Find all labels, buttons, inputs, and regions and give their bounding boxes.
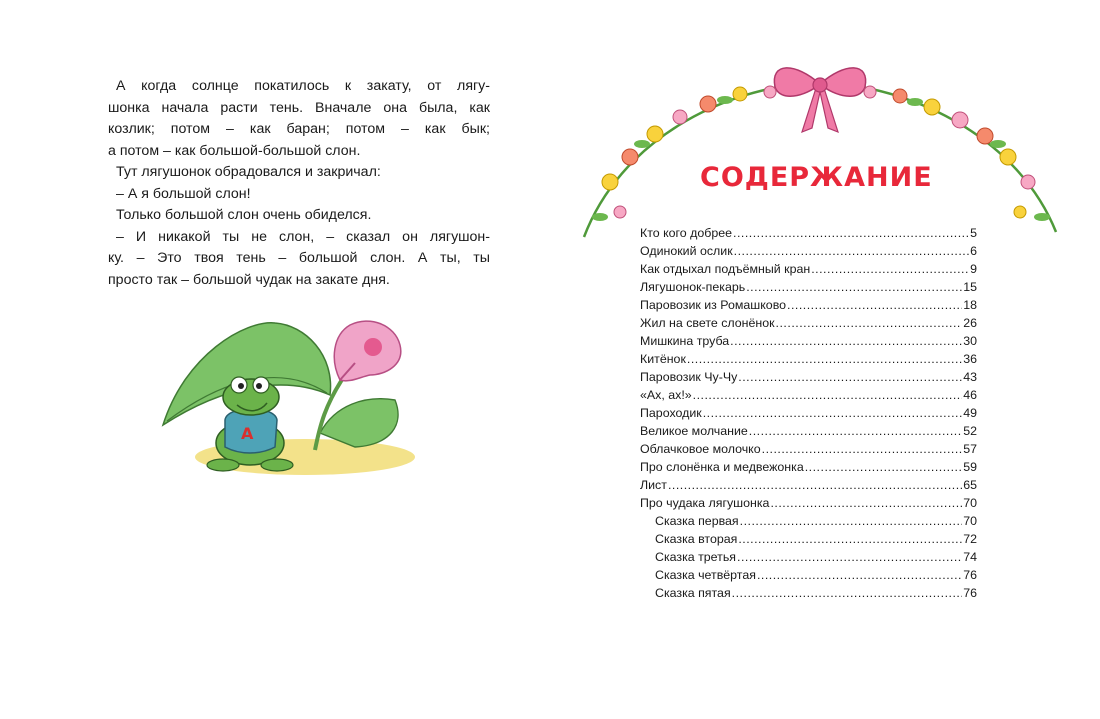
toc-page: 26 <box>963 316 977 330</box>
story-line: А когда солнце покатилось к закату, от лягу- <box>116 78 490 94</box>
toc-row[interactable] <box>640 512 977 530</box>
toc-page: 65 <box>963 478 977 492</box>
toc-row[interactable] <box>640 314 977 332</box>
sweater-letter: А <box>241 424 254 443</box>
story-line: просто так – большой чудак на закате дня. <box>108 271 390 288</box>
toc-row[interactable] <box>640 224 977 242</box>
toc-title-text: Великое молчание <box>640 424 748 438</box>
toc-title-text: Сказка пятая <box>655 586 731 600</box>
toc-row[interactable] <box>640 350 977 368</box>
toc-title-text: Паровозик из Ромашково <box>640 298 787 312</box>
toc-title-text: Сказка первая <box>655 514 739 528</box>
toc-page: 59 <box>963 460 977 474</box>
story-line: – И никакой ты не слон, – сказал он лягушон- <box>116 228 490 245</box>
toc-row[interactable] <box>640 440 977 458</box>
toc-row[interactable] <box>640 584 977 602</box>
garland-vine <box>584 82 1056 237</box>
toc-row[interactable] <box>640 422 977 440</box>
toc-page: 76 <box>963 586 977 600</box>
right-page <box>550 0 1100 719</box>
toc-title-text: Про слонёнка и медвежонка <box>640 460 804 474</box>
toc-title-text: Как отдыхал подъёмный кран <box>640 262 811 276</box>
toc-page: 74 <box>963 550 977 564</box>
toc-row[interactable] <box>640 530 977 548</box>
toc-title-text: Кто кого добрее <box>640 226 733 240</box>
toc-page: 52 <box>963 424 977 438</box>
toc-title: СОДЕРЖАНИЕ <box>700 162 933 193</box>
toc-page: 43 <box>963 370 977 384</box>
toc-page: 6 <box>970 244 977 258</box>
toc-title-text: Одинокий ослик <box>640 244 733 258</box>
ribbon-bow-icon <box>774 68 865 132</box>
toc-title-text: Жил на свете слонёнок <box>640 316 775 330</box>
toc-title-text: Пароходик <box>640 406 702 420</box>
toc-page: 49 <box>963 406 977 420</box>
toc-title-text: Про чудака лягушонка <box>640 496 770 510</box>
toc-title-text: Облачковое молочко <box>640 442 761 456</box>
table-of-contents <box>640 224 977 602</box>
toc-row[interactable] <box>640 278 977 296</box>
toc-page: 72 <box>963 532 977 546</box>
story-line: Тут лягушонок обрадовался и закричал: <box>116 164 381 180</box>
toc-title-text: Китёнок <box>640 352 686 366</box>
toc-title-text: «Ах, ах!» <box>640 388 692 402</box>
toc-page: 9 <box>970 262 977 276</box>
flower-icon <box>334 321 400 381</box>
toc-page: 15 <box>963 280 977 294</box>
frog-illustration <box>155 315 415 480</box>
story-line: ку. – Это твоя тень – большой слон. А ты, ты <box>108 250 490 266</box>
toc-row[interactable] <box>640 332 977 350</box>
toc-row[interactable] <box>640 494 977 512</box>
toc-page: 18 <box>963 298 977 312</box>
toc-row[interactable] <box>640 386 977 404</box>
toc-title-text: Сказка вторая <box>655 532 738 546</box>
toc-page: 57 <box>963 442 977 456</box>
toc-page: 70 <box>963 514 977 528</box>
toc-page: 70 <box>963 496 977 510</box>
story-line: козлик; потом – как баран; потом – как бык; <box>108 121 490 137</box>
toc-title-text: Лягушонок-пекарь <box>640 280 746 294</box>
toc-row[interactable] <box>640 458 977 476</box>
story-line: Только большой слон очень обиделся. <box>116 207 372 223</box>
toc-page: 36 <box>963 352 977 366</box>
garland-flowers-icon <box>592 86 1050 221</box>
flower-garland <box>580 52 1060 252</box>
story-line: – А я большой слон! <box>116 185 251 202</box>
toc-row[interactable] <box>640 548 977 566</box>
toc-page: 30 <box>963 334 977 348</box>
story-text <box>108 76 490 291</box>
toc-title-text: Сказка третья <box>655 550 736 564</box>
toc-page: 46 <box>963 388 977 402</box>
toc-row[interactable] <box>640 566 977 584</box>
toc-title-text: Сказка четвёртая <box>655 568 756 582</box>
toc-title-text: Мишкина труба <box>640 334 730 348</box>
toc-row[interactable] <box>640 368 977 386</box>
toc-page: 76 <box>963 568 977 582</box>
toc-row[interactable] <box>640 242 977 260</box>
toc-title-text: Паровозик Чу-Чу <box>640 370 738 384</box>
toc-row[interactable] <box>640 404 977 422</box>
toc-row[interactable] <box>640 296 977 314</box>
story-line: а потом – как большой-большой слон. <box>108 142 361 159</box>
toc-row[interactable] <box>640 476 977 494</box>
toc-title-text: Лист <box>640 478 667 492</box>
toc-page: 5 <box>970 226 977 240</box>
story-line: шонка начала расти тень. Вначале она была, как <box>108 99 490 116</box>
toc-row[interactable] <box>640 260 977 278</box>
